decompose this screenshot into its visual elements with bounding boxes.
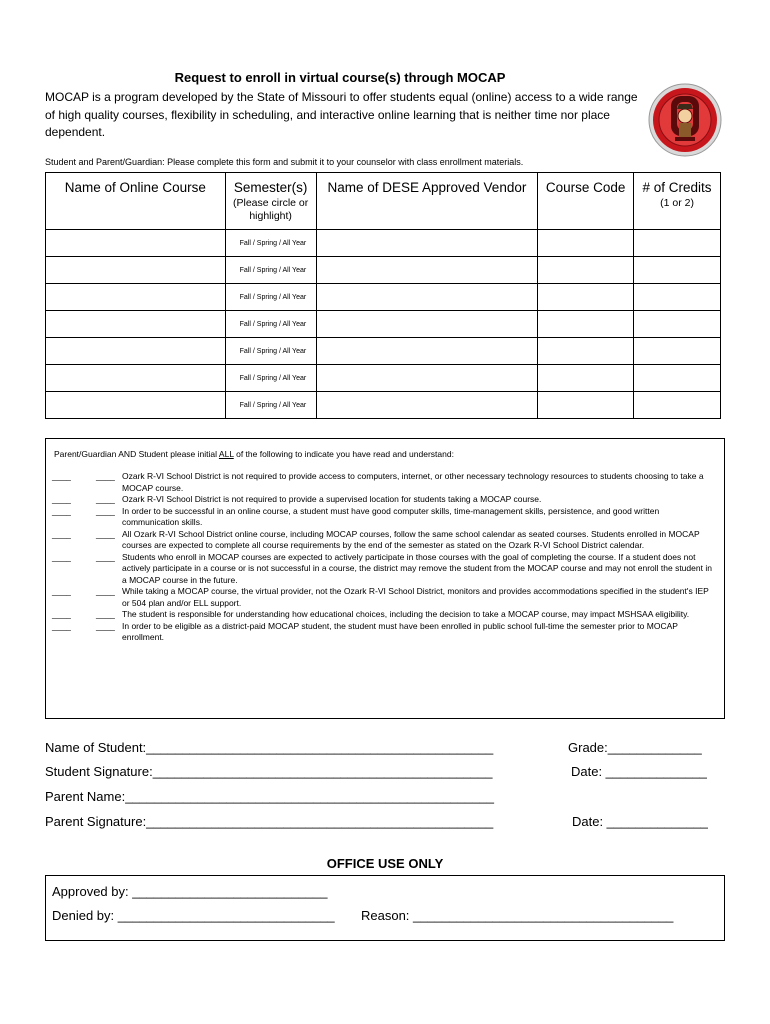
acknowledgement-text: In order to be successful in an online course, a student must have good computer skills, time-management skills, persistence, and good written communication skills. xyxy=(122,505,660,527)
header-course-name: Name of Online Course xyxy=(46,173,226,230)
table-row xyxy=(46,311,721,338)
course-code-cell[interactable] xyxy=(538,230,634,257)
table-header-row xyxy=(46,173,721,230)
list-item xyxy=(52,529,716,552)
vendor-cell[interactable] xyxy=(316,257,538,284)
table-row xyxy=(46,338,721,365)
header-semester: Semester(s) (Please circle or highlight) xyxy=(225,173,316,230)
list-item xyxy=(52,494,716,506)
semester-cell[interactable]: Fall / Spring / All Year xyxy=(225,230,316,257)
header-course-code: Course Code xyxy=(538,173,634,230)
table-row xyxy=(46,230,721,257)
acknowledgement-text: In order to be eligible as a district-paid MOCAP student, the student must have been enrolled in public school full-time the semester prior to MOCAP enrollment. xyxy=(122,620,678,642)
course-code-cell[interactable] xyxy=(538,365,634,392)
school-logo xyxy=(647,82,723,158)
list-item xyxy=(52,621,716,644)
course-name-cell[interactable] xyxy=(46,365,226,392)
parent-signature-field[interactable]: Parent Signature:________________________________________________ xyxy=(45,814,494,829)
course-code-cell[interactable] xyxy=(538,311,634,338)
credits-cell[interactable] xyxy=(634,311,721,338)
course-name-cell[interactable] xyxy=(46,311,226,338)
student-initial-blank[interactable]: ____ xyxy=(96,494,115,504)
vendor-cell[interactable] xyxy=(316,311,538,338)
student-initial-blank[interactable]: ____ xyxy=(96,609,115,619)
acknowledgement-text: Ozark R-VI School District is not required to provide access to computers, internet, or other necessary technology resources to students choosing to take a MOCAP course. xyxy=(122,471,704,493)
list-item xyxy=(52,552,716,587)
form-title: Request to enroll in virtual course(s) through MOCAP xyxy=(174,70,506,85)
semester-cell[interactable]: Fall / Spring / All Year xyxy=(225,338,316,365)
acknowledgement-text: All Ozark R-VI School District online course, including MOCAP courses, follow the same school calendar as seated courses. Students enrolled in MOCAP courses are expected to complete all course requirements by the end of the semester as stated on the Ozark R-VI School District calendar. xyxy=(122,528,700,550)
semester-cell[interactable]: Fall / Spring / All Year xyxy=(225,392,316,419)
vendor-cell[interactable] xyxy=(316,392,538,419)
course-table xyxy=(45,172,721,419)
course-name-cell[interactable] xyxy=(46,392,226,419)
semester-cell[interactable]: Fall / Spring / All Year xyxy=(225,311,316,338)
parent-initial-blank[interactable]: ____ xyxy=(52,494,71,504)
table-row xyxy=(46,365,721,392)
student-name-field[interactable]: Name of Student:________________________________________________ xyxy=(45,740,494,755)
course-name-cell[interactable] xyxy=(46,284,226,311)
course-code-cell[interactable] xyxy=(538,284,634,311)
header-semester-sub: (Please circle or highlight) xyxy=(232,197,309,222)
course-code-cell[interactable] xyxy=(538,338,634,365)
credits-cell[interactable] xyxy=(634,284,721,311)
intro-paragraph: MOCAP is a program developed by the State of Missouri to offer students equal (online) access to a wide range of high quality courses, flexibility in scheduling, and interactive online learning that is neither time nor place dependent. xyxy=(45,90,638,139)
office-use-title: OFFICE USE ONLY xyxy=(326,856,444,871)
instructions-text: Student and Parent/Guardian: Please complete this form and submit it to your counselor with class enrollment materials. xyxy=(45,157,524,167)
header-credits: # of Credits (1 or 2) xyxy=(634,173,721,230)
parent-initial-blank[interactable]: ____ xyxy=(52,609,71,619)
grade-field[interactable]: Grade:_____________ xyxy=(568,740,702,755)
acknowledgement-list xyxy=(52,471,716,644)
credits-cell[interactable] xyxy=(634,230,721,257)
table-row xyxy=(46,392,721,419)
student-initial-blank[interactable]: ____ xyxy=(96,505,115,516)
course-code-cell[interactable] xyxy=(538,257,634,284)
course-name-cell[interactable] xyxy=(46,230,226,257)
acknowledgement-box xyxy=(45,438,725,719)
credits-cell[interactable] xyxy=(634,257,721,284)
parent-initial-blank[interactable]: ____ xyxy=(52,551,71,562)
acknowledgement-text: The student is responsible for understanding how educational choices, including the decision to take a MOCAP course, may impact MSHSAA eligibility. xyxy=(122,609,690,619)
vendor-cell[interactable] xyxy=(316,230,538,257)
header-vendor: Name of DESE Approved Vendor xyxy=(316,173,538,230)
vendor-cell[interactable] xyxy=(316,338,538,365)
student-initial-blank[interactable]: ____ xyxy=(96,471,115,481)
student-initial-blank[interactable]: ____ xyxy=(96,620,115,631)
denied-by-field[interactable]: Denied by: ______________________________ xyxy=(52,908,335,923)
semester-cell[interactable]: Fall / Spring / All Year xyxy=(225,365,316,392)
list-item xyxy=(52,609,716,621)
student-initial-blank[interactable]: ____ xyxy=(96,528,115,539)
parent-name-field[interactable]: Parent Name:___________________________________________________ xyxy=(45,789,494,804)
list-item xyxy=(52,586,716,609)
reason-field[interactable]: Reason: ____________________________________ xyxy=(361,908,674,923)
parent-date-field[interactable]: Date: ______________ xyxy=(572,814,708,829)
acknowledgement-text: Students who enroll in MOCAP courses are expected to actively participate in those courses with the goal of completing the course. If a student does not actively participate in a course or is not successful in a course, the district may remove the student from the MOCAP course and may not enroll the student in a MOCAP course in the future. xyxy=(122,551,712,585)
parent-initial-blank[interactable]: ____ xyxy=(52,471,71,481)
approved-by-field[interactable]: Approved by: ___________________________ xyxy=(52,884,328,899)
student-date-field[interactable]: Date: ______________ xyxy=(571,764,707,779)
student-signature-field[interactable]: Student Signature:_______________________________________________ xyxy=(45,764,493,779)
student-initial-blank[interactable]: ____ xyxy=(96,551,115,562)
vendor-cell[interactable] xyxy=(316,284,538,311)
parent-initial-blank[interactable]: ____ xyxy=(52,620,71,631)
acknowledgement-text: While taking a MOCAP course, the virtual provider, not the Ozark R-VI School District, monitors and provides accommodations specified in the student's IEP or 504 plan and/or ELL support. xyxy=(122,586,709,608)
acknowledgement-text: Ozark R-VI School District is not required to provide a supervised location for students taking a MOCAP course. xyxy=(122,494,542,504)
parent-initial-blank[interactable]: ____ xyxy=(52,586,71,596)
parent-initial-blank[interactable]: ____ xyxy=(52,505,71,516)
list-item xyxy=(52,506,716,529)
parent-initial-blank[interactable]: ____ xyxy=(52,528,71,539)
course-code-cell[interactable] xyxy=(538,392,634,419)
vendor-cell[interactable] xyxy=(316,365,538,392)
credits-cell[interactable] xyxy=(634,365,721,392)
table-row xyxy=(46,284,721,311)
acknowledgement-intro: Parent/Guardian AND Student please initial ALL of the following to indicate you have read and understand: xyxy=(54,449,454,459)
credits-cell[interactable] xyxy=(634,338,721,365)
course-name-cell[interactable] xyxy=(46,257,226,284)
semester-cell[interactable]: Fall / Spring / All Year xyxy=(225,257,316,284)
course-name-cell[interactable] xyxy=(46,338,226,365)
list-item xyxy=(52,471,716,494)
office-use-box xyxy=(45,875,725,941)
semester-cell[interactable]: Fall / Spring / All Year xyxy=(225,284,316,311)
credits-cell[interactable] xyxy=(634,392,721,419)
header-credits-sub: (1 or 2) xyxy=(660,197,694,209)
student-initial-blank[interactable]: ____ xyxy=(96,586,115,596)
table-row xyxy=(46,257,721,284)
